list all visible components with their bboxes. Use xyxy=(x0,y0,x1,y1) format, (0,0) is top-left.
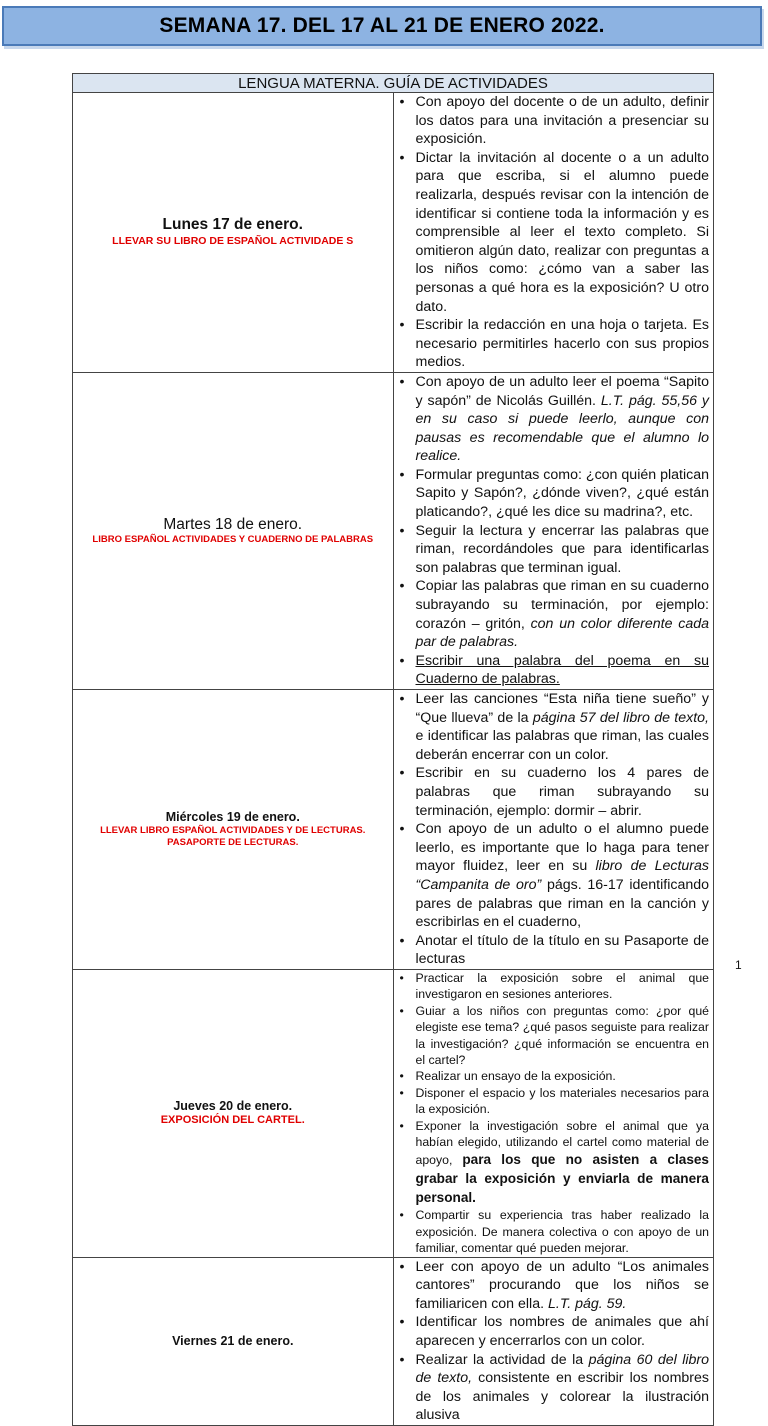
list-item: • Compartir su experiencia tras haber realizado la exposición. De manera colectiva o con apoyo de un familiar, comentar qué pueden mejorar. xyxy=(416,1207,710,1256)
day-note: LLEVAR SU LIBRO DE ESPAÑOL ACTIVIDADE S xyxy=(112,235,354,248)
textbook-reference: página 60 del libro de texto, xyxy=(415,1351,710,1387)
table-row xyxy=(73,372,714,689)
day-name: Martes 18 de enero. xyxy=(163,515,303,533)
day-cell xyxy=(73,1257,394,1425)
week-title-banner xyxy=(2,6,762,46)
list-item xyxy=(416,690,710,764)
day-name: Viernes 21 de enero. xyxy=(172,1333,294,1348)
activity-list xyxy=(396,1258,710,1425)
activities-cell xyxy=(393,93,714,373)
list-item xyxy=(416,1118,710,1208)
table-row xyxy=(73,690,714,970)
textbook-reference: L.T. pág. 59. xyxy=(548,1295,627,1312)
week-title: SEMANA 17. DEL 17 AL 21 DE ENERO 2022. xyxy=(159,14,605,37)
item-text: Copiar las palabras que riman en su cuaderno subrayando su terminación, por ejemplo: corazón – gritón, xyxy=(415,578,709,632)
activities-cell xyxy=(393,690,714,970)
activity-list xyxy=(396,373,710,689)
item-text: Leer con apoyo de un adulto “Los animales cantores” procurando que los niños se familiaricen con ella. xyxy=(415,1258,709,1312)
day-name: Lunes 17 de enero. xyxy=(162,216,303,234)
list-item: • Con apoyo del docente o de un adulto, definir los datos para una invitación a presenciar su exposición. xyxy=(416,93,710,149)
activity-list xyxy=(396,690,710,969)
list-item: • Disponer el espacio y los materiales necesarios para la exposición. xyxy=(416,1085,710,1118)
activities-table xyxy=(72,73,714,1426)
table-heading: LENGUA MATERNA. GUÍA DE ACTIVIDADES xyxy=(73,74,714,93)
list-item: • Escribir la redacción en una hoja o tarjeta. Es necesario permitirles hacerlo con sus propios medios. xyxy=(416,316,710,372)
list-item: • Seguir la lectura y encerrar las palabras que riman, recordándoles que para identificarlas son palabras que terminan igual. xyxy=(416,522,710,578)
item-text: consistente en escribir los nombres de los animales y colorear la ilustración alusiva xyxy=(415,1370,709,1424)
textbook-reference: libro de Lecturas “Campanita de oro” xyxy=(415,858,710,893)
day-note: EXPOSICIÓN DEL CARTEL. xyxy=(160,1114,305,1126)
page-number: 1 xyxy=(735,958,742,972)
list-item: • Formular preguntas como: ¿con quién platican Sapito y Sapón?, ¿dónde viven?, ¿qué están platicando?, ¿qué les dice su madrina?, etc. xyxy=(416,466,710,522)
item-text: Realizar la actividad de la xyxy=(415,1351,584,1368)
table-row xyxy=(73,1257,714,1425)
item-text: Exponer la investigación sobre el animal que ya habían elegido, utilizando el cartel como material de apoyo, xyxy=(415,1118,709,1168)
table-row xyxy=(73,93,714,373)
textbook-reference: página 57 del libro de texto, xyxy=(532,709,709,726)
day-cell xyxy=(73,372,394,689)
item-text: e identificar las palabras que riman, las cuales deberán encerrar con un color. xyxy=(415,728,709,763)
day-note: LLEVAR LIBRO ESPAÑOL ACTIVIDADES Y DE LECTURAS. PASAPORTE DE LECTURAS. xyxy=(100,825,366,849)
list-item xyxy=(416,577,710,651)
activities-cell xyxy=(393,969,714,1257)
item-bold: para los que no asisten a clases grabar la exposición y enviarla de manera personal. xyxy=(415,1152,709,1206)
activity-list xyxy=(396,93,710,372)
list-item: • Realizar un ensayo de la exposición. xyxy=(416,1068,710,1084)
list-item xyxy=(416,373,710,466)
list-item: • Guiar a los niños con preguntas como: ¿por qué elegiste ese tema? ¿qué pasos seguiste para realizar la investigación? ¿qué información se encuentra en el cartel? xyxy=(416,1003,710,1069)
list-item xyxy=(416,820,710,932)
day-cell xyxy=(73,690,394,970)
day-cell xyxy=(73,93,394,373)
list-item xyxy=(416,1351,710,1425)
day-name: Miércoles 19 de enero. xyxy=(165,809,300,824)
textbook-reference: L.T. pág. 55,56 y en su caso si puede leerlo, aunque con pausas es recomendable que el alumno lo realice. xyxy=(415,392,709,465)
list-item: • Dictar la invitación al docente o a un adulto para que escriba, si el alumno puede realizarla, después revisar con la intención de identificar si contiene toda la información y es comprensible al leer el texto completo. Si omitieron algún dato, realizar con preguntas a los niños como: ¿cómo van a saber las personas a qué hora es la exposición? U otro dato. xyxy=(416,149,710,316)
table-row xyxy=(73,969,714,1257)
table-header-row xyxy=(73,74,714,93)
day-name: Jueves 20 de enero. xyxy=(173,1098,293,1113)
list-item: • Escribir en su cuaderno los 4 pares de palabras que riman subrayando su terminación, ejemplo: dormir – abrir. xyxy=(416,764,710,820)
item-text: Leer las canciones “Esta niña tiene sueño” y “Que llueva” de la xyxy=(415,691,709,726)
item-italic: con un color diferente cada par de palabras. xyxy=(415,615,709,651)
activity-list xyxy=(396,970,710,1257)
activities-cell xyxy=(393,1257,714,1425)
item-text: Con apoyo de un adulto o el alumno puede leerlo, es importante que lo haga para tener mayor fluidez, leer en su xyxy=(415,821,709,875)
list-item xyxy=(416,1258,710,1314)
day-cell xyxy=(73,969,394,1257)
activities-cell xyxy=(393,372,714,689)
list-item: • Identificar los nombres de animales que ahí aparecen y encerrarlos con un color. xyxy=(416,1313,710,1350)
item-text: Con apoyo de un adulto leer el poema “Sapito y sapón” de Nicolás Guillén. xyxy=(415,373,709,409)
day-note: LIBRO ESPAÑOL ACTIVIDADES Y CUADERNO DE PALABRAS xyxy=(92,534,374,546)
list-item: • Practicar la exposición sobre el animal que investigaron en sesiones anteriores. xyxy=(416,970,710,1003)
list-item: • Escribir una palabra del poema en su Cuaderno de palabras. xyxy=(416,652,710,689)
item-text: págs. 16-17 identificando pares de palabras que riman en la canción y escribirlas en el cuaderno, xyxy=(415,876,710,931)
list-item: • Anotar el título de la título en su Pasaporte de lecturas xyxy=(416,932,710,969)
